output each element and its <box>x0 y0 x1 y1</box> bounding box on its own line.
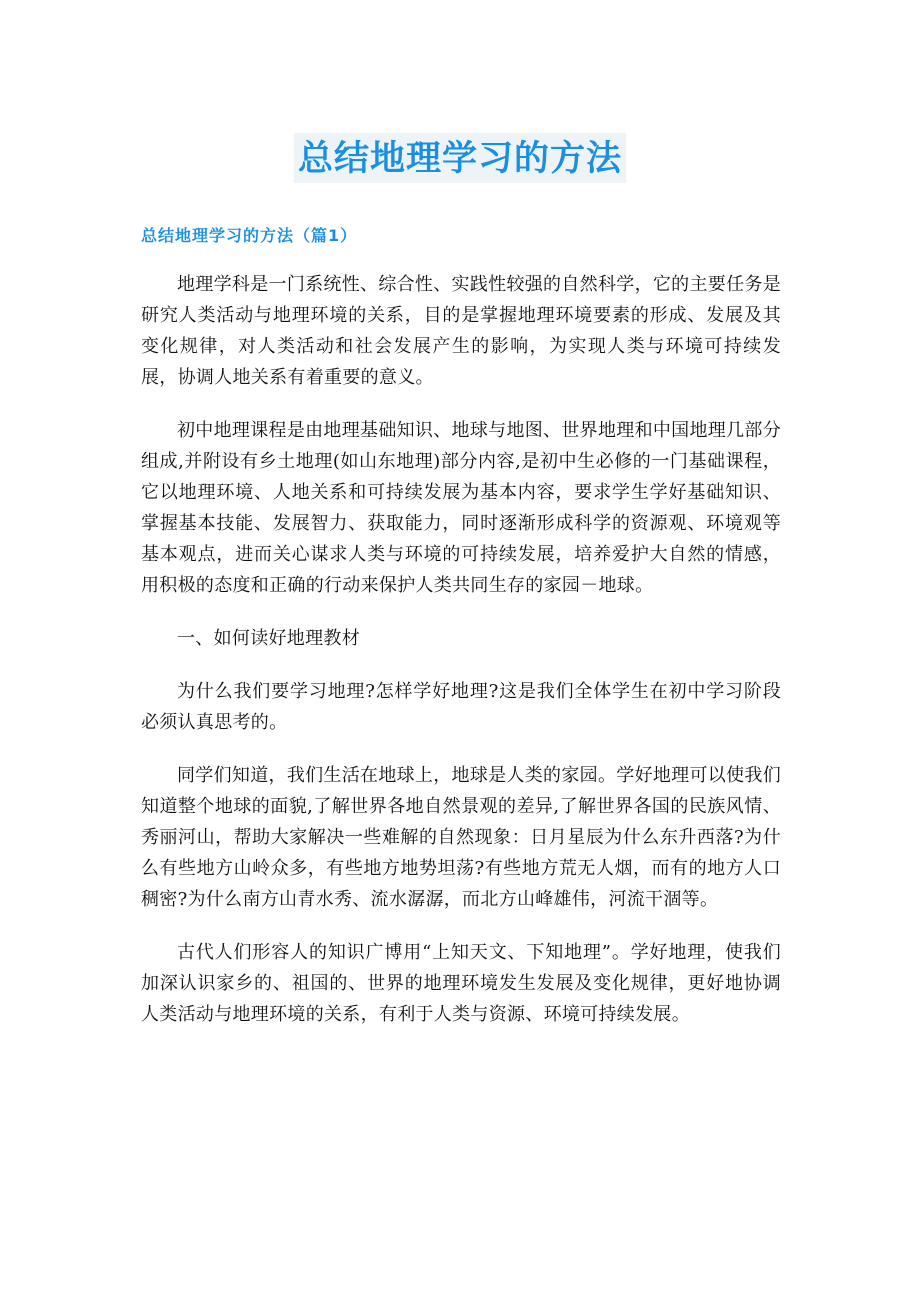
document-body <box>141 223 781 1052</box>
paragraph-ancient-saying: 古代人们形容人的知识广博用“上知天文、下知地理”。学好地理，使我们加深认识家乡的、祖国的、世界的地理环境发生发展及变化规律，更好地协调人类活动与地理环境的关系，有利于人类与资源、环境可持续发展。 <box>141 942 781 1025</box>
paragraph-why-learn: 为什么我们要学习地理?怎样学好地理?这是我们全体学生在初中学习阶段必须认真思考的。 <box>141 681 781 733</box>
title-container <box>0 133 920 183</box>
paragraph-curriculum: 初中地理课程是由地理基础知识、地球与地图、世界地理和中国地理几部分组成,并附设有乡土地理(如山东地理)部分内容,是初中生必修的一门基础课程，它以地理环境、人地关系和可持续发展为基本内容，要求学生学好基础知识、掌握基本技能、发展智力、获取能力，同时逐渐形成科学的资源观、环境观等基本观点，进而关心谋求人类与环境的可持续发展，培养爱护大自然的情感，用积极的态度和正确的行动来保护人类共同生存的家园－地球。 <box>141 420 781 596</box>
subheading-read-textbook: 一、如何读好地理教材 <box>177 628 360 649</box>
paragraph-earth-home: 同学们知道，我们生活在地球上，地球是人类的家园。学好地理可以使我们知道整个地球的面貌,了解世界各地自然景观的差异,了解世界各国的民族风情、秀丽河山，帮助大家解决一些难解的自然现象：日月星辰为什么东升西落?为什么有些地方山岭众多，有些地方地势坦荡?有些地方荒无人烟，而有的地方人口稠密?为什么南方山青水秀、流水潺潺，而北方山峰雄伟，河流干涸等。 <box>141 765 781 910</box>
paragraph-intro: 地理学科是一门系统性、综合性、实践性较强的自然科学，它的主要任务是研究人类活动与地理环境的关系，目的是掌握地理环境要素的形成、发展及其变化规律，对人类活动和社会发展产生的影响，为实现人类与环境可持续发展，协调人地关系有着重要的意义。 <box>141 274 781 388</box>
section-heading: 总结地理学习的方法（篇1） <box>141 226 358 245</box>
document-title: 总结地理学习的方法 <box>294 133 626 183</box>
